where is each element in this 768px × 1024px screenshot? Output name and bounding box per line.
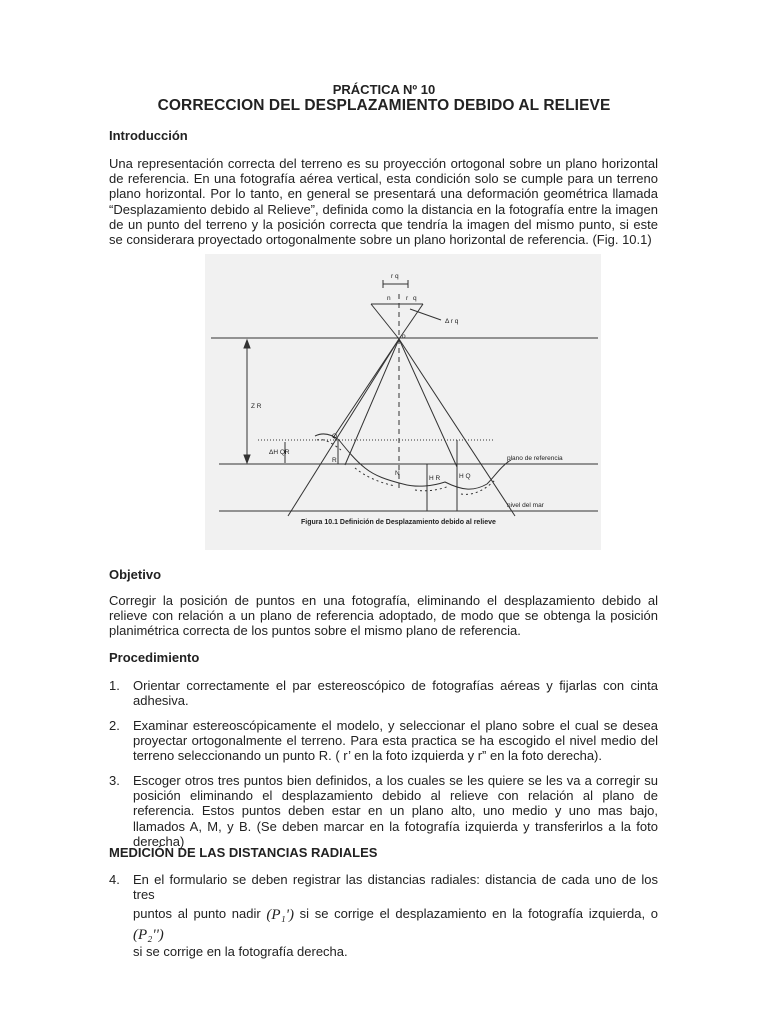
list-item-text: Examinar estereoscópicamente el modelo, y seleccionar el plano sobre el cual se desea proyectar ortogonalmente el terreno. Para esta practica se ha escogido el nivel medio del terreno seleccionando un punto R. ( r’ en la foto izquierda y r” en la foto derecha). [133, 718, 658, 764]
list-item [109, 678, 658, 708]
label-rq-top: r q [391, 273, 399, 280]
ray-to-r [345, 339, 399, 465]
label-nivel: nivel del mar [507, 502, 544, 509]
cone-left-line [288, 339, 399, 516]
label-hq: H Q [459, 473, 471, 480]
label-r: r [406, 295, 409, 302]
label-delta-rq: Δ r q [445, 318, 459, 325]
medicion-heading: MEDICIÓN DE LAS DISTANCIAS RADIALES [109, 845, 378, 860]
label-hr: H R [429, 475, 441, 482]
ray-to-q [333, 339, 399, 438]
label-delta-h: ΔH QR [269, 449, 290, 456]
nadir-p2-formula: (P₂'') [133, 927, 164, 944]
list-item-text: Orientar correctamente el par estereoscópico de fotografías aéreas y fijarlas con cinta adhesiva. [133, 678, 658, 709]
intro-paragraph: Una representación correcta del terreno es su proyección ortogonal sobre un plano horizontal de referencia. En una fotografía aérea vertical, esta condición solo se cumple para un terreno plano horizontal. Por lo tanto, en general se presentará una deformación geométrica llamada “Desplazamiento debido al Relieve”, definida como la distancia en la fotografía entre la imagen de un punto del terreno y la posición correcta que tendría la imagen del mismo punto, si este se considerara proyectado ortogonalmente sobre un plano horizontal de referencia. (Fig. 10.1) [109, 156, 658, 248]
page-title: CORRECCION DEL DESPLAZAMIENTO DEBIDO AL RELIEVE [157, 97, 611, 114]
item4-line1: En el formulario se deben registrar las distancias radiales: distancia de cada uno de los tres [133, 872, 658, 903]
terrain-profile [315, 434, 511, 489]
list-item [109, 872, 658, 960]
objetivo-paragraph: Corregir la posición de puntos en una fotografía, eliminando el desplazamiento debido al relieve con relación a un plano de referencia adoptado, de modo que se obtenga la posición planimétrica correcta de los puntos sobre el mismo plano de referencia. [109, 593, 658, 639]
objetivo-heading: Objetivo [109, 567, 162, 582]
intro-heading: Introducción [109, 128, 188, 143]
list-item-number: 3. [109, 773, 120, 788]
figure-diagram [205, 254, 601, 550]
item4-part-b: si se corrige el desplazamiento en la fotografía izquierda, o [299, 906, 658, 922]
label-n: n [387, 295, 391, 302]
label-R: R [332, 457, 337, 464]
figure-caption: Figura 10.1 Definición de Desplazamiento debido al relieve [301, 519, 496, 526]
list-item [109, 718, 658, 764]
list-item-number: 2. [109, 718, 120, 733]
nadir-p1-formula: (P₁') [266, 907, 294, 924]
label-q: q [413, 295, 417, 302]
figure-relief-displacement [205, 254, 601, 550]
label-plano: plano de referencia [507, 455, 563, 462]
list-item-number: 4. [109, 872, 120, 887]
item4-part-a: puntos al punto nadir [133, 906, 261, 922]
label-o: o [402, 333, 406, 340]
practice-number: PRÁCTICA Nº 10 [332, 82, 436, 97]
list-item [109, 773, 658, 849]
label-Q: Q [332, 433, 338, 440]
list-item-text: Escoger otros tres puntos bien definidos, a los cuales se les quiere se les va a corregir su posición eliminando el desplazamiento debido al relieve con relación al plano de referencia. Estos puntos deben estar en un plano alto, uno medio y uno mas bajo, llamados A, M, y B. (Se deben marcar en la fotografía izquierda y transferirlos a la foto derecha) [133, 773, 658, 849]
procedimiento-heading: Procedimiento [109, 650, 200, 665]
item4-line3: si se corrige en la fotografía derecha. [133, 944, 348, 960]
label-zr: Z R [251, 403, 262, 410]
label-N: N [395, 470, 400, 477]
list-item-number: 1. [109, 678, 120, 693]
